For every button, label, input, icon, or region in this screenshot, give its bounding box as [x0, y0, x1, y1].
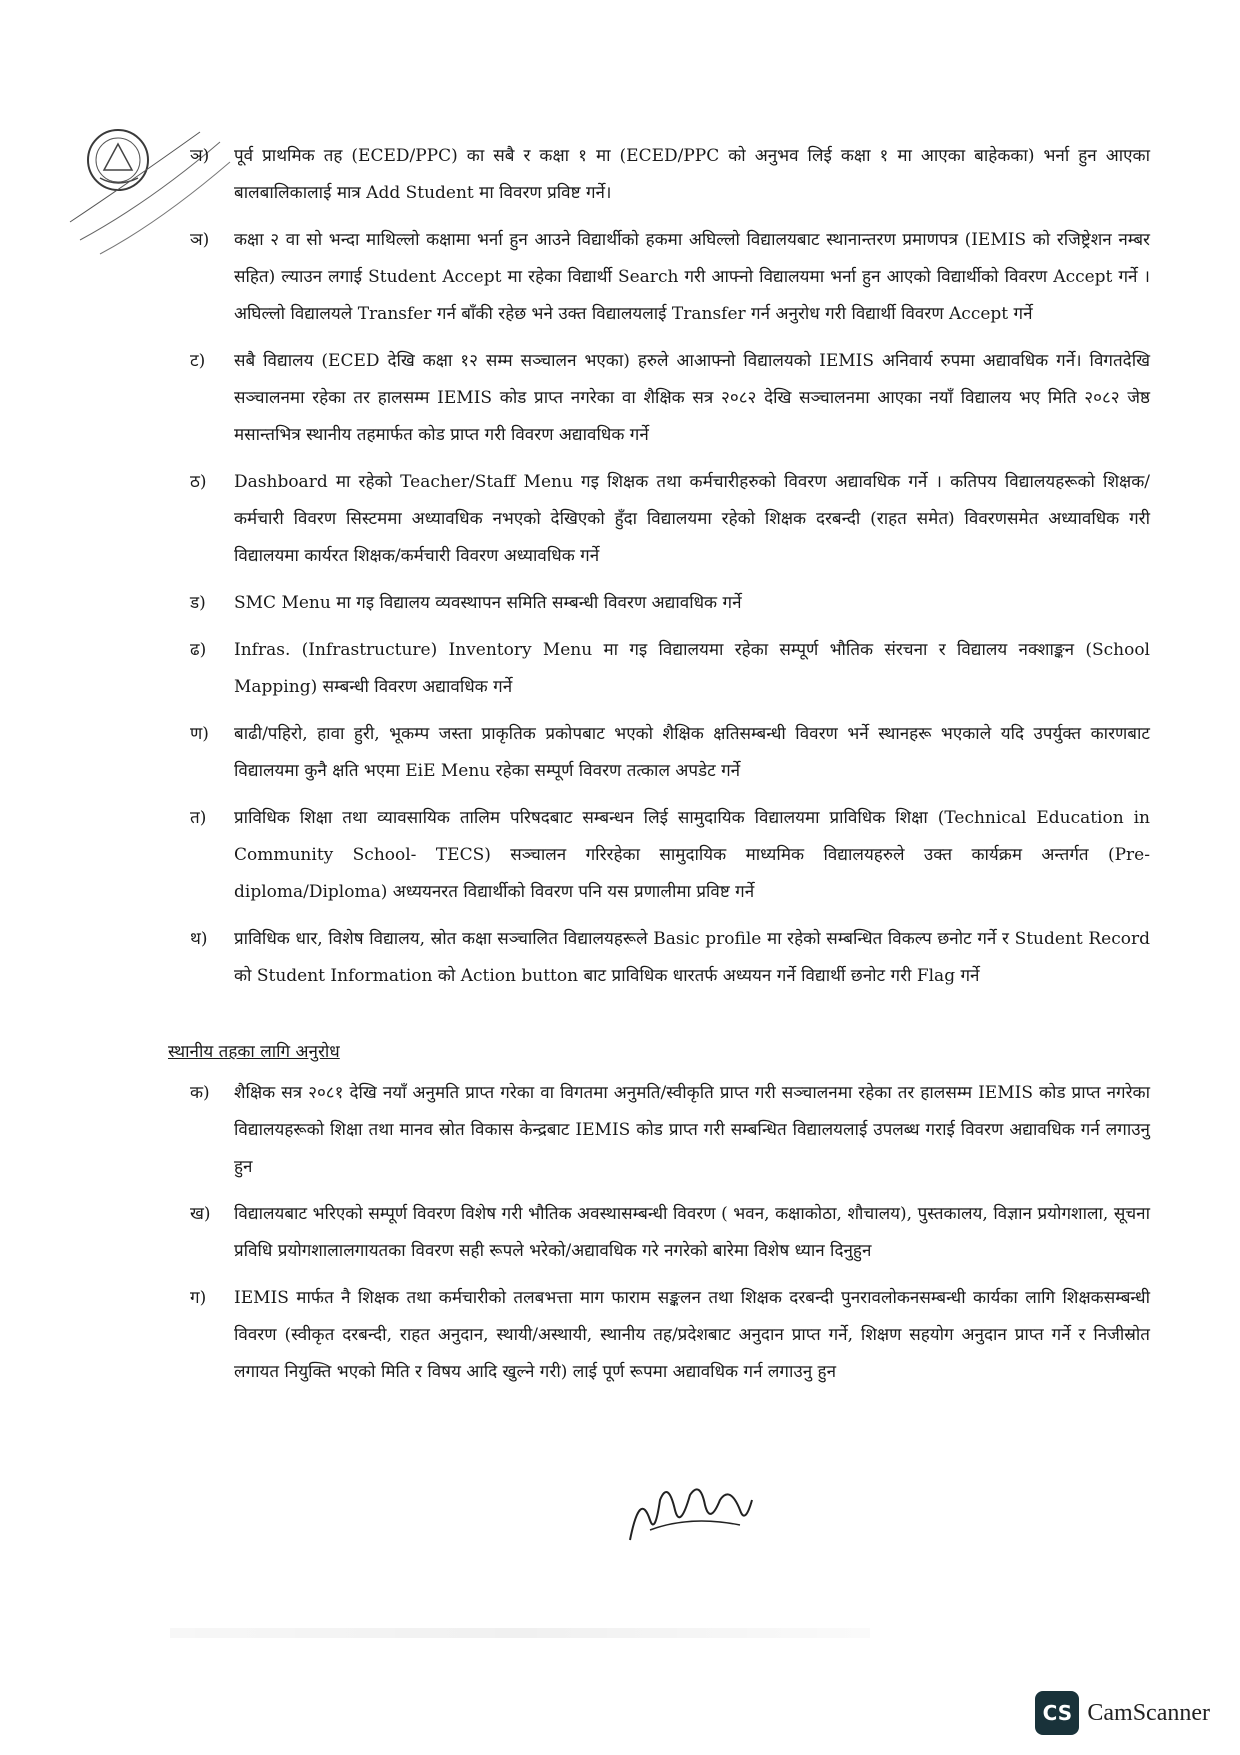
item-text: शैक्षिक सत्र २०८१ देखि नयाँ अनुमति प्राप्त गरेका वा विगतमा अनुमति/स्वीकृति प्राप्त गरी सञ्चालनमा रहेका तर हालसम्म IEMIS कोड प्राप्त नगरेका विद्यालयहरूको शिक्षा तथा मानव स्रोत विकास केन्द्रबाट IEMIS कोड प्राप्त गरी सम्बन्धित विद्यालयलाई उपलब्ध गराई विवरण अद्यावधिक गर्न लगाउनु हुन	[234, 1083, 1150, 1177]
item-text: बाढी/पहिरो, हावा हुरी, भूकम्प जस्ता प्राकृतिक प्रकोपबाट भएको शैक्षिक क्षतिसम्बन्धी विवरण भर्ने स्थानहरू भएकाले यदि उपर्युक्त कारणबाट विद्यालयमा कुनै क्षति भएमा EiE Menu रहेका सम्पूर्ण विवरण तत्काल अपडेट गर्ने	[234, 724, 1150, 781]
item-text: विद्यालयबाट भरिएको सम्पूर्ण विवरण विशेष गरी भौतिक अवस्थासम्बन्धी विवरण ( भवन, कक्षाकोठा, शौचालय), पुस्तकालय, विज्ञान प्रयोगशाला, सूचना प्रविधि प्रयोगशालालगायतका विवरण सही रूपले भरेको/अद्यावधिक गरे नगरेको बारेमा विशेष ध्यान दिनुहुन	[234, 1204, 1150, 1261]
instruction-list	[190, 138, 1150, 1005]
item-marker: ख)	[190, 1204, 211, 1224]
item-text: पूर्व प्राथमिक तह (ECED/PPC) का सबै र कक्षा १ मा (ECED/PPC को अनुभव लिई कक्षा १ मा आएका बाहेकका) भर्ना हुन आएका बालबालिकालाई मात्र Add Student मा विवरण प्रविष्ट गर्ने।	[234, 146, 1150, 203]
list-item	[190, 1075, 1150, 1186]
camscanner-text: CamScanner	[1087, 1699, 1210, 1726]
item-marker: ञ)	[190, 230, 210, 250]
item-text: सबै विद्यालय (ECED देखि कक्षा १२ सम्म सञ्चालन भएका) हरुले आआफ्नो विद्यालयको IEMIS अनिवार्य रुपमा अद्यावधिक गर्ने। विगतदेखि सञ्चालनमा रहेका तर हालसम्म IEMIS कोड प्राप्त नगरेका वा शैक्षिक सत्र २०८२ देखि सञ्चालनमा आएका नयाँ विद्यालय भए मिति २०८२ जेष्ठ मसान्तभित्र स्थानीय तहमार्फत कोड प्राप्त गरी विवरण अद्यावधिक गर्ने	[234, 351, 1150, 445]
item-text: प्राविधिक शिक्षा तथा व्यावसायिक तालिम परिषदबाट सम्बन्धन लिई सामुदायिक विद्यालयमा प्राविधिक शिक्षा (Technical Education in Community School- TECS) सञ्चालन गरिरहेका सामुदायिक माध्यमिक विद्यालयहरुले उक्त कार्यक्रम अन्तर्गत (Pre- diploma/Diploma) अध्ययनरत विद्यार्थीको विवरण पनि यस प्रणालीमा प्रविष्ट गर्ने	[234, 808, 1150, 902]
item-text: IEMIS मार्फत नै शिक्षक तथा कर्मचारीको तलबभत्ता माग फाराम सङ्कलन तथा शिक्षक दरबन्दी पुनरावलोकनसम्बन्धी कार्यका लागि शिक्षकसम्बन्धी विवरण (स्वीकृत दरबन्दी, राहत अनुदान, स्थायी/अस्थायी, स्थानीय तह/प्रदेशबाट अनुदान प्राप्त गर्ने, शिक्षण सहयोग अनुदान प्राप्त गर्ने र निजीस्रोत लगायत नियुक्ति भएको मिति र विषय आदि खुल्ने गरी) लाई पूर्ण रूपमा अद्यावधिक गर्न लगाउनु हुन	[234, 1288, 1150, 1382]
signature-icon	[620, 1470, 760, 1550]
item-marker: क)	[190, 1083, 210, 1103]
list-item	[190, 138, 1150, 212]
list-item	[190, 921, 1150, 995]
item-text: Infras. (Infrastructure) Inventory Menu मा गइ विद्यालयमा रहेका सम्पूर्ण भौतिक संरचना र विद्यालय नक्शाङ्कन (School Mapping) सम्बन्धी विवरण अद्यावधिक गर्ने	[234, 640, 1150, 697]
item-marker: ण)	[190, 724, 209, 744]
list-item	[190, 343, 1150, 454]
item-marker: ञ)	[190, 146, 210, 166]
section-heading: स्थानीय तहका लागि अनुरोध	[168, 1042, 340, 1062]
item-text: कक्षा २ वा सो भन्दा माथिल्लो कक्षामा भर्ना हुन आउने विद्यार्थीको हकमा अघिल्लो विद्यालयबाट स्थानान्तरण प्रमाणपत्र (IEMIS को रजिष्ट्रेशन नम्बर सहित) ल्याउन लगाई Student Accept मा रहेका विद्यार्थी Search गरी आफ्नो विद्यालयमा भर्ना हुन आएको विद्यार्थीको विवरण Accept गर्ने । अघिल्लो विद्यालयले Transfer गर्न बाँकी रहेछ भने उक्त विद्यालयलाई Transfer गर्न अनुरोध गरी विद्यार्थी विवरण Accept गर्ने	[234, 230, 1150, 324]
item-text: SMC Menu मा गइ विद्यालय व्यवस्थापन समिति सम्बन्धी विवरण अद्यावधिक गर्ने	[234, 593, 742, 613]
item-marker: ट)	[190, 351, 206, 371]
list-item	[190, 716, 1150, 790]
list-item	[190, 222, 1150, 333]
item-marker: ड)	[190, 593, 206, 613]
list-item	[190, 632, 1150, 706]
list-item	[190, 800, 1150, 911]
item-marker: ढ)	[190, 640, 207, 660]
item-marker: थ)	[190, 929, 208, 949]
list-item	[190, 1196, 1150, 1270]
faint-footer-strip	[170, 1628, 870, 1638]
local-request-list	[190, 1075, 1150, 1401]
camscanner-logo-icon: CS	[1035, 1691, 1079, 1735]
list-item	[190, 585, 1150, 622]
list-item	[190, 1280, 1150, 1391]
item-marker: त)	[190, 808, 207, 828]
item-marker: ठ)	[190, 472, 207, 492]
camscanner-watermark	[1035, 1691, 1210, 1735]
item-marker: ग)	[190, 1288, 207, 1308]
item-text: प्राविधिक धार, विशेष विद्यालय, स्रोत कक्षा सञ्चालित विद्यालयहरूले Basic profile मा रहेको सम्बन्धित विकल्प छनोट गर्ने र Student Record को Student Information को Action button बाट प्राविधिक धारतर्फ अध्ययन गर्ने विद्यार्थी छनोट गरी Flag गर्ने	[234, 929, 1150, 986]
list-item	[190, 464, 1150, 575]
item-text: Dashboard मा रहेको Teacher/Staff Menu गइ शिक्षक तथा कर्मचारीहरुको विवरण अद्यावधिक गर्ने । कतिपय विद्यालयहरूको शिक्षक/कर्मचारी विवरण सिस्टममा अध्यावधिक नभएको देखिएको हुँदा विद्यालयमा रहेको शिक्षक दरबन्दी (राहत समेत) विवरणसमेत अध्यावधिक गरी विद्यालयमा कार्यरत शिक्षक/कर्मचारी विवरण अध्यावधिक गर्ने	[234, 472, 1150, 566]
